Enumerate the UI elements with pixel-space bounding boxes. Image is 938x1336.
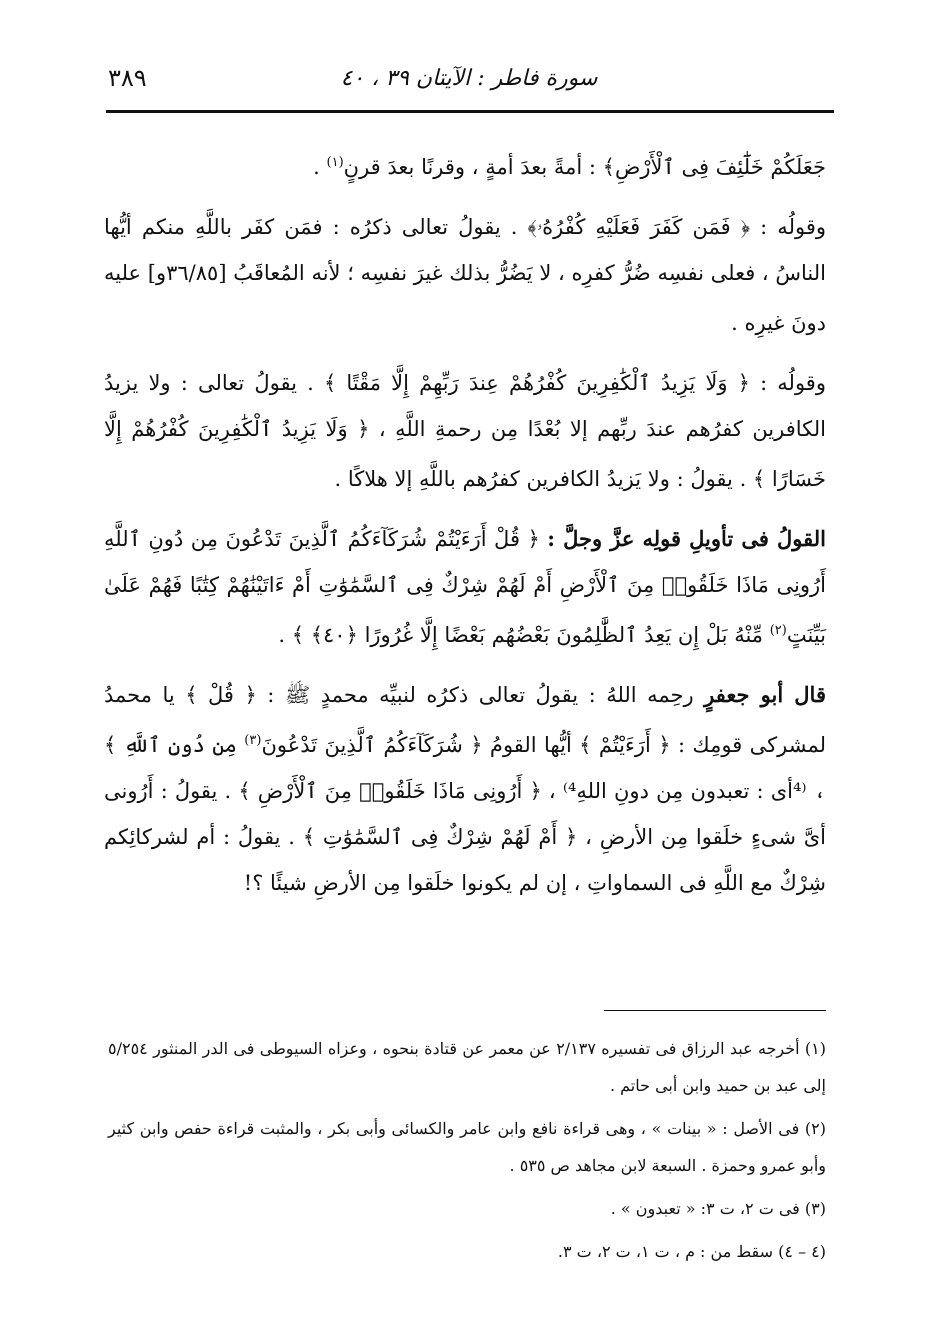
- footnote-ref: (١): [326, 155, 344, 170]
- paragraph-3: وقولُه : ﴿ وَلَا يَزِيدُ ٱلْكَٰفِرِينَ كُفْرُهُمْ عِندَ رَبِّهِمْ إِلَّا مَقْتًا ﴾ . يقولُ تعالى : ولا يزيدُ الكافرين كفرُهم عندَ ربِّهم إلا بُعْدًا مِن رحمةِ اللَّهِ ، ﴿ وَلَا يَزِيدُ ٱلْكَٰفِرِينَ كُفْرُهُمْ إِلَّا خَسَارًا ﴾ . يقولُ : ولا يَزيدُ الكافرين كفرُهم باللَّهِ إلا هلاكًا .: [104, 371, 826, 491]
- paragraph-2: وقولُه : ﴿ فَمَن كَفَرَ فَعَلَيْهِ كُفْرُهُۥ﴾ . يقولُ تعالى ذكرُه : فمَن كفَر باللَّهِ منكم أيُّها الناسُ ، فعلى نفسِه ضُرُّ كفرِه ، لا يَضُرُّ بذلك غيرَ نفسِه ؛ لأنه المُعاقَبُ [٣٦/٨٥و] عليه دونَ غيرِه .: [104, 215, 826, 335]
- footnote: (٢) فى الأصل : « بينات » ، وهى قراءة نافع وابن عامر والكسائى وأبى بكر ، والمثبت قراءة حفص وابن كثير وأبو عمرو وحمزة . السبعة لابن مجاهد ص ٥٣٥ .: [108, 1119, 826, 1175]
- header-rule: [106, 110, 834, 113]
- footnote-ref: (٣): [244, 733, 262, 748]
- main-text: [104, 140, 826, 920]
- author-heading: قال أبو جعفرٍ: [704, 682, 826, 707]
- page-number: ٣٨٩: [108, 64, 147, 92]
- footnotes: [108, 1030, 826, 1276]
- footnote: (١) أخرجه عبد الرزاق فى تفسيره ٢/١٣٧ عن معمر عن قتادة بنحوه ، وعزاه السيوطى فى الدر المنثور ٥/٢٥٤ إلى عبد بن حميد وابن أبى حاتم .: [108, 1039, 827, 1095]
- footnote: (٣) فى ت ٢، ت ٣: « تعبدون » .: [610, 1199, 826, 1218]
- section-heading: القولُ فى تأويلِ قولِه عزَّ وجلَّ :: [547, 526, 826, 551]
- page-header: [108, 60, 830, 100]
- footnote-rule: [604, 1010, 826, 1011]
- running-title: سورة فاطر : الآيتان ٣٩ ، ٤٠: [340, 66, 598, 91]
- footnote-ref: (٢): [769, 623, 787, 638]
- paragraph-5: قال أبو جعفرٍ رحِمه اللهُ : يقولُ تعالى ذكرُه لنبيِّه محمدٍ ﷺ : ﴿ قُلْ ﴾ يا محمدُ لمشركى قومِك : ﴿ أَرَءَيْتُمْ ﴾ أيُّها القومُ ﴿ شُرَكَآءَكُمُ ٱلَّذِينَ تَدْعُونَ$^{(٣)}$ مِن دُونِ ٱللَّهِ ﴾ ، ⁽⁴أى : تعبدون مِن دونِ اللهِ⁴⁾ ، ﴿ أَرُونِى مَاذَا خَلَقُوا۟ مِنَ ٱلْأَرْضِ ﴾ . يقولُ : أَرُونى أىَّ شىءٍ خلَقوا مِن الأرضِ ، ﴿ أَمْ لَهُمْ شِرْكٌ فِى ٱلسَّمَٰوَٰتِ ﴾ . يقولُ : أم لشركائِكم شِرْكٌ مع اللَّهِ فى السماواتِ ، إن لم يكونوا خلَقوا مِن الأرضِ شيئًا ؟!: [104, 682, 827, 895]
- paragraph-4: القولُ فى تأويلِ قولِه عزَّ وجلَّ : ﴿ قُلْ أَرَءَيْتُمْ شُرَكَآءَكُمُ ٱلَّذِينَ تَدْعُونَ مِن دُونِ ٱللَّهِ أَرُونِى مَاذَا خَلَقُوا۟ مِنَ ٱلْأَرْضِ أَمْ لَهُمْ شِرْكٌ فِى ٱلسَّمَٰوَٰتِ أَمْ ءَاتَيْنَٰهُمْ كِتَٰبًا فَهُمْ عَلَىٰ بَيِّنَتٍ$^{(٢)}$ مِّنْهُ بَلْ إِن يَعِدُ ٱلظَّٰلِمُونَ بَعْضُهُم بَعْضًا إِلَّا غُرُورًا ﴿٤٠﴾ ﴾ .: [104, 526, 826, 647]
- footnote: (٤ – ٤) سقط من : م ، ت ١، ت ٢، ت ٣.: [557, 1242, 826, 1261]
- paragraph-1: جَعَلَكُمْ خَلَٰٓئِفَ فِى ٱلْأَرْضِ﴾ : أمةً بعدَ أمةٍ ، وقرنًا بعدَ قرنٍ$^{(١)}$ .: [313, 155, 826, 179]
